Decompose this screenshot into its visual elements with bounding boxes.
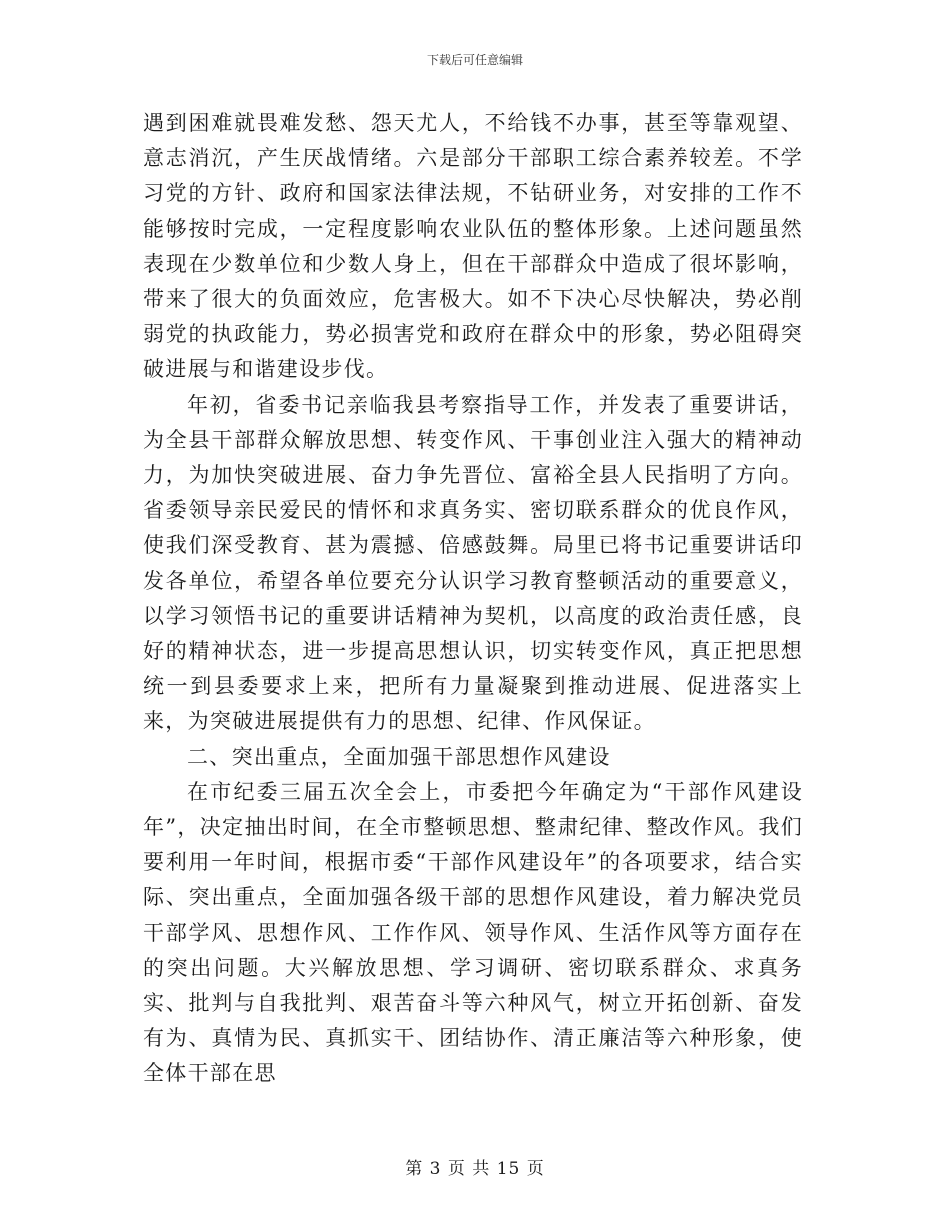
paragraph-1: 遇到困难就畏难发愁、怨天尤人，不给钱不办事，甚至等靠观望、意志消沉，产生厌战情绪。六是部分干部职工综合素养较差。不学习党的方针、政府和国家法律法规，不钻研业务，对安排的工作不能够按时完成，一定程度影响农业队伍的整体形象。上述问题虽然表现在少数单位和少数人身上，但在干部群众中造成了很坏影响，带来了很大的负面效应，危害极大。如不下决心尽快解决，势必削弱党的执政能力，势必损害党和政府在群众中的形象，势必阻碍突破进展与和谐建设步伐。 (143, 111, 803, 382)
document-body (143, 106, 803, 1092)
paragraph-3: 在市纪委三届五次全会上，市委把今年确定为“干部作风建设年”，决定抽出时间，在全市整顿思想、整肃纪律、整改作风。我们要利用一年时间，根据市委“干部作风建设年”的各项要求，结合实际、突出重点，全面加强各级干部的思想作风建设，着力解决党员干部学风、思想作风、工作作风、领导作风、生活作风等方面存在的突出问题。大兴解放思想、学习调研、密切联系群众、求真务实、批判与自我批判、艰苦奋斗等六种风气，树立开拓创新、奋发有为、真情为民、真抓实干、团结协作、清正廉洁等六种形象，使全体干部在思 (143, 779, 803, 1086)
paragraph-2: 年初，省委书记亲临我县考察指导工作，并发表了重要讲话，为全县干部群众解放思想、转变作风、干事创业注入强大的精神动力，为加快突破进展、奋力争先晋位、富裕全县人民指明了方向。省委领导亲民爱民的情怀和求真务实、密切联系群众的优良作风，使我们深受教育、甚为震撼、倍感鼓舞。局里已将书记重要讲话印发各单位，希望各单位要充分认识学习教育整顿活动的重要意义，以学习领悟书记的重要讲话精神为契机，以高度的政治责任感，良好的精神状态，进一步提高思想认识，切实转变作风，真正把思想统一到县委要求上来，把所有力量凝聚到推动进展、促进落实上来，为突破进展提供有力的思想、纪律、作风保证。 (143, 392, 803, 734)
page-header: 下载后可任意编辑 (426, 53, 523, 67)
page-number: 第 3 页 共 15 页 (405, 1159, 545, 1179)
section-heading: 二、突出重点，全面加强干部思想作风建设 (187, 744, 611, 769)
